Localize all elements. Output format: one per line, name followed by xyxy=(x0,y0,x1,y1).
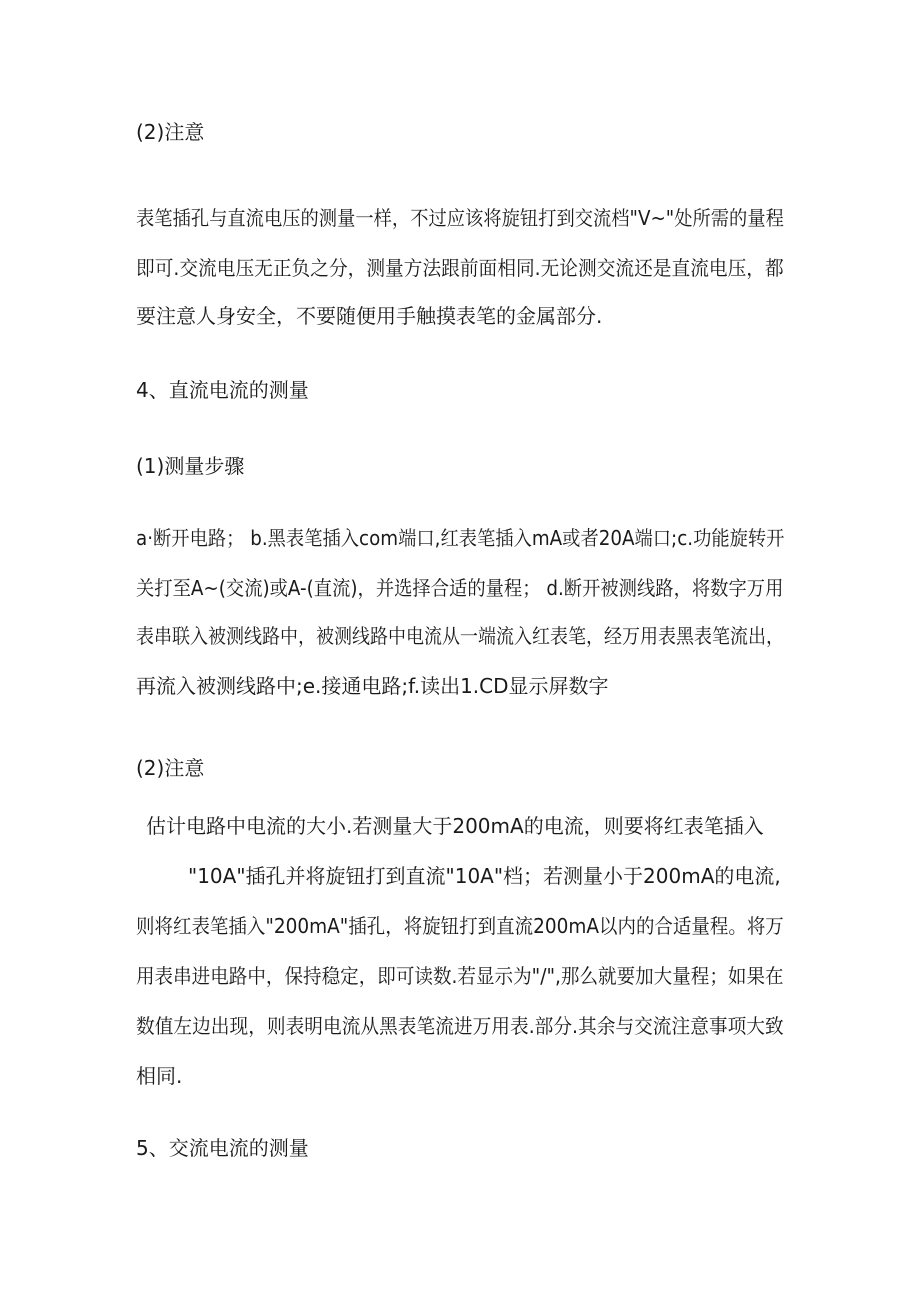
dc-attention-line-1: 估计电路中电流的大小.若测量大于200mA的电流，则要将红表笔插入 xyxy=(146,814,764,838)
dc-steps-line-4: 再流入被测线路中;e.接通电路;f.读出1.CD显示屏数字 xyxy=(136,674,609,698)
attention-1-line-1: 表笔插孔与直流电压的测量一样，不过应该将旋钮打到交流档"V~"处所需的量程 xyxy=(136,206,784,230)
dc-steps-line-1: a·断开电路； b.黑表笔插入com端口,红表笔插入mA或者20A端口;c.功能旋转开 xyxy=(136,526,785,550)
attention-heading-1: (2)注意 xyxy=(136,120,205,144)
dc-current-title: 4、直流电流的测量 xyxy=(136,378,309,402)
dc-attention-line-3: 则将红表笔插入"200mA"插孔，将旋钮打到直流200mA以内的合适量程。将万 xyxy=(136,914,784,938)
dc-steps-line-2: 关打至A~(交流)或A-(直流)，并选择合适的量程； d.断开被测线路，将数字万用 xyxy=(136,576,784,600)
dc-attention-line-4: 用表串进电路中，保持稳定，即可读数.若显示为"/",那么就要加大量程；如果在 xyxy=(136,964,784,988)
dc-attention-line-6: 相同. xyxy=(136,1064,183,1088)
ac-current-title: 5、交流电流的测量 xyxy=(136,1136,309,1160)
dc-attention-line-2: "10A"插孔并将旋钮打到直流"10A"档；若测量小于200mA的电流, xyxy=(188,864,781,888)
dc-attention-heading: (2)注意 xyxy=(136,756,205,780)
attention-1-line-3: 要注意人身安全，不要随便用手触摸表笔的金属部分. xyxy=(136,304,603,328)
attention-1-line-2: 即可.交流电压无正负之分，测量方法跟前面相同.无论测交流还是直流电压，都 xyxy=(136,256,784,280)
dc-steps-line-3: 表串联入被测线路中，被测线路中电流从一端流入红表笔，经万用表黑表笔流出， xyxy=(136,624,784,648)
dc-attention-line-5: 数值左边出现，则表明电流从黑表笔流进万用表.部分.其余与交流注意事项大致 xyxy=(136,1014,784,1038)
dc-steps-heading: (1)测量步骤 xyxy=(136,454,245,478)
